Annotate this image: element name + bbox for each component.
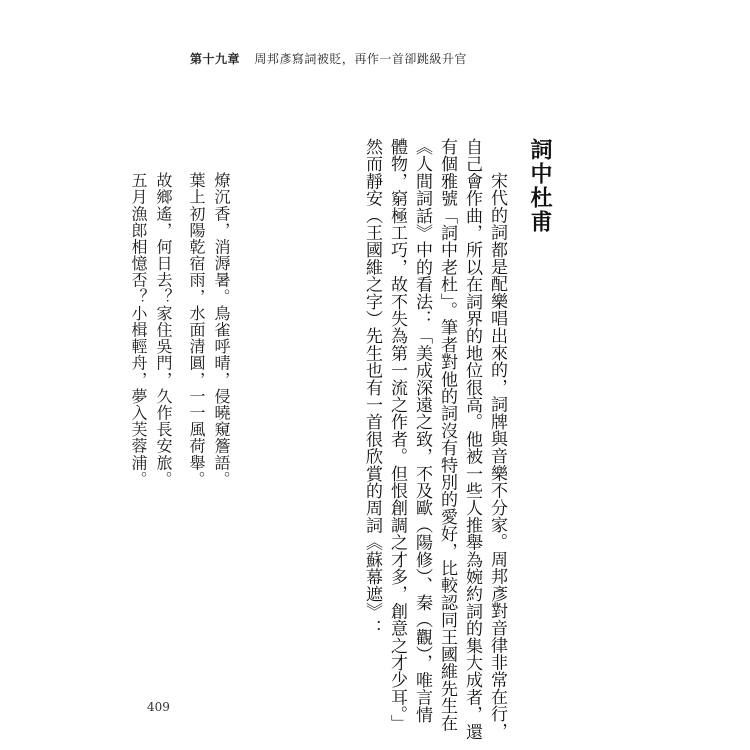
- poem-line: 燎沉香，消溽暑。鳥雀呼晴，侵曉窺簷語。: [212, 172, 231, 488]
- prose-column: 有個雅號「詞中老杜」。筆者對他的詞沒有特別的愛好，比較認同王國維先生在: [437, 138, 457, 732]
- poem-line: 五月漁郎相憶否？小楫輕舟，夢入芙蓉浦。: [129, 172, 148, 488]
- prose-body: [359, 138, 509, 740]
- poem-line: 葉上初陽乾宿雨，水面清圓，一一風荷舉。: [187, 172, 206, 488]
- chapter-label: 第十九章: [190, 52, 241, 66]
- poem-line: 故鄉遙，何日去？家住吳門，久作長安旅。: [154, 172, 173, 488]
- stanza-gap: [176, 172, 184, 592]
- running-header: [190, 50, 467, 67]
- prose-column: 然而靜安（王國維之字）先生也有一首很欣賞的周詞《蘇幕遮》：: [362, 138, 382, 637]
- prose-column: 自己會作曲，所以在詞界的地位很高。他被一些人推舉為婉約詞的集大成者，還: [462, 138, 482, 740]
- prose-column: 宋代的詞都是配樂唱出來的，詞牌與音樂不分家。周邦彥對音律非常在行，: [487, 172, 507, 740]
- section-title: 詞中杜甫: [527, 138, 553, 234]
- prose-column: 體物，窮極工巧，故不失為第一流之作者。但恨創調之才多，創意之才少耳。」: [387, 138, 407, 732]
- page-number: 409: [147, 700, 170, 714]
- poem-block: [126, 172, 234, 592]
- chapter-title: 周邦彥寫詞被貶，再作一首卻跳級升官: [254, 52, 467, 66]
- prose-column: 《人間詞話》中的看法：「美成深遠之致，不及歐（陽修）、秦（觀），唯言情: [412, 138, 432, 723]
